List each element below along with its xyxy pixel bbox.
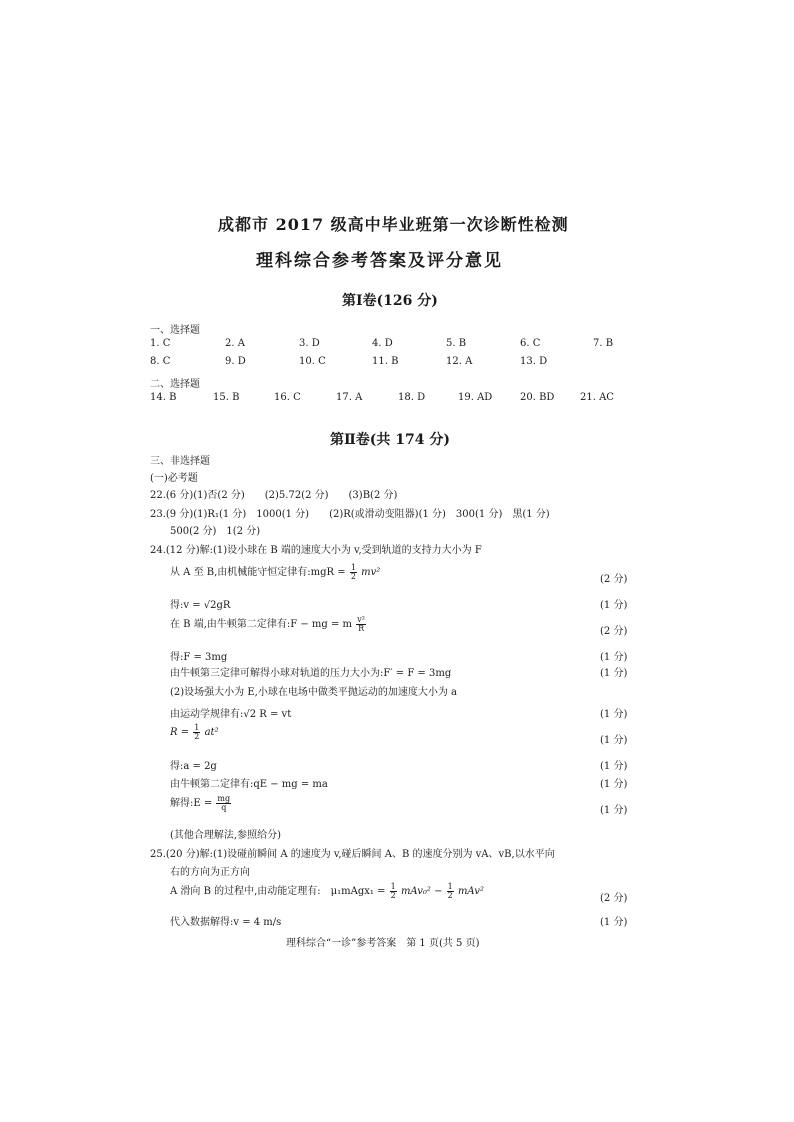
q23-answer: 23.(9 分)(1)R₁(1 分) 1000(1 分) (2)R(或滑动变阻器)(1 分) 300(1 分) 黑(1 分) xyxy=(150,509,550,520)
denominator: 2 xyxy=(390,891,396,900)
q25-intro: 25.(20 分)解:(1)设碰前瞬间 A 的速度为 v,碰后瞬间 A、B 的速度分别为 vA、vB,以水平向 xyxy=(150,849,555,860)
section-required: (一)必考题 xyxy=(150,473,198,484)
part-1-heading: 第Ⅰ卷(126 分) xyxy=(342,293,438,309)
q24-line-5: 由牛顿第三定律可解得小球对轨道的压力大小为:F′ = F = 3mg xyxy=(170,668,452,679)
q24-line-2: 得:v = √2gR xyxy=(170,600,231,611)
q24-line-8-text: R = xyxy=(170,727,190,738)
q24-note: (其他合理解法,参照给分) xyxy=(170,830,281,841)
score: (1 分) xyxy=(600,761,628,772)
q24-line-6: (2)设场强大小为 E,小球在电场中做类平抛运动的加速度大小为 a xyxy=(170,687,457,698)
answer: 13. D xyxy=(520,356,548,367)
numerator: v² xyxy=(357,615,365,624)
denominator: q xyxy=(221,803,227,812)
q25-line-1-mid: mAv₀² − xyxy=(400,886,443,897)
answer: 7. B xyxy=(593,338,614,349)
score: (1 分) xyxy=(600,735,628,746)
fraction xyxy=(193,724,200,741)
q25-line-1-tail: mAv² xyxy=(457,886,484,897)
score: (1 分) xyxy=(600,668,628,679)
numerator: mg xyxy=(217,794,231,803)
q24-line-8-tail: at² xyxy=(204,727,219,738)
fraction xyxy=(390,883,397,900)
q24-line-11-text: 解得:E = xyxy=(170,798,213,809)
q25-intro-cont: 右的方向为正方向 xyxy=(170,867,250,878)
answer: 14. B xyxy=(150,392,177,403)
section-choice-2: 二、选择题 xyxy=(150,379,200,390)
q25-line-2: 代入数据解得:v = 4 m/s xyxy=(170,917,282,928)
answer: 9. D xyxy=(225,356,246,367)
fraction xyxy=(356,616,366,633)
score: (1 分) xyxy=(600,600,628,611)
answer: 6. C xyxy=(520,338,541,349)
numerator: 1 xyxy=(194,723,200,732)
answer: 12. A xyxy=(446,356,473,367)
denominator: 2 xyxy=(447,891,453,900)
denominator: 2 xyxy=(194,732,200,741)
q23-answer-cont: 500(2 分) 1(2 分) xyxy=(170,526,261,537)
fraction xyxy=(447,883,454,900)
q24-line-3 xyxy=(170,615,367,633)
answer: 1. C xyxy=(150,338,171,349)
answer: 15. B xyxy=(213,392,240,403)
q22-answer: 22.(6 分)(1)否(2 分) (2)5.72(2 分) (3)B(2 分) xyxy=(150,490,398,501)
answer: 19. AD xyxy=(458,392,493,403)
q24-line-1 xyxy=(170,563,380,581)
denominator: 2 xyxy=(350,572,356,581)
answer: 11. B xyxy=(372,356,399,367)
numerator: 1 xyxy=(447,882,453,891)
q25-line-1 xyxy=(170,882,484,900)
title-line-1: 成都市 2017 级高中毕业班第一次诊断性检测 xyxy=(218,215,569,234)
fraction xyxy=(216,795,231,812)
q24-line-11 xyxy=(170,794,232,812)
answer: 16. C xyxy=(274,392,301,403)
q24-line-1-tail: mv² xyxy=(361,567,381,578)
q24-intro: 24.(12 分)解:(1)设小球在 B 端的速度大小为 v,受到轨道的支持力大小为 F xyxy=(150,545,482,556)
title-line-2: 理科综合参考答案及评分意见 xyxy=(256,251,503,271)
score: (1 分) xyxy=(600,652,628,663)
score: (1 分) xyxy=(600,709,628,720)
answer: 3. D xyxy=(299,338,320,349)
q24-line-8 xyxy=(170,724,219,741)
section-choice-1: 一、选择题 xyxy=(150,325,200,336)
answer: 4. D xyxy=(372,338,393,349)
numerator: 1 xyxy=(350,563,356,572)
q24-line-1-text: 从 A 至 B,由机械能守恒定律有:mgR = xyxy=(170,567,346,578)
q24-line-9: 得:a = 2g xyxy=(170,761,217,772)
q24-line-4: 得:F = 3mg xyxy=(170,652,228,663)
answer: 20. BD xyxy=(520,392,555,403)
fraction xyxy=(350,564,357,581)
answer: 8. C xyxy=(150,356,171,367)
answer: 10. C xyxy=(299,356,326,367)
answer: 17. A xyxy=(336,392,363,403)
numerator: 1 xyxy=(390,882,396,891)
answer: 2. A xyxy=(225,338,245,349)
score: (1 分) xyxy=(600,779,628,790)
score: (1 分) xyxy=(600,805,628,816)
score: (1 分) xyxy=(600,917,628,928)
score: (2 分) xyxy=(600,626,628,637)
answer: 21. AC xyxy=(580,392,614,403)
score: (2 分) xyxy=(600,893,628,904)
answer: 18. D xyxy=(398,392,426,403)
q24-line-10: 由牛顿第二定律有:qE − mg = ma xyxy=(170,779,328,790)
denominator: R xyxy=(358,624,365,633)
section-nonchoice: 三、非选择题 xyxy=(150,456,210,467)
q24-line-7: 由运动学规律有:√2 R = vt xyxy=(170,709,292,720)
score: (2 分) xyxy=(600,574,628,585)
q25-line-1-text: A 滑向 B 的过程中,由动能定理有: μ₁mAgx₁ = xyxy=(170,886,386,897)
page-footer: 理科综合“一诊”参考答案 第 1 页(共 5 页) xyxy=(286,938,480,949)
part-2-heading: 第Ⅱ卷(共 174 分) xyxy=(330,432,451,448)
q24-line-3-text: 在 B 端,由牛顿第二定律有:F − mg = m xyxy=(170,619,353,630)
answer: 5. B xyxy=(446,338,467,349)
